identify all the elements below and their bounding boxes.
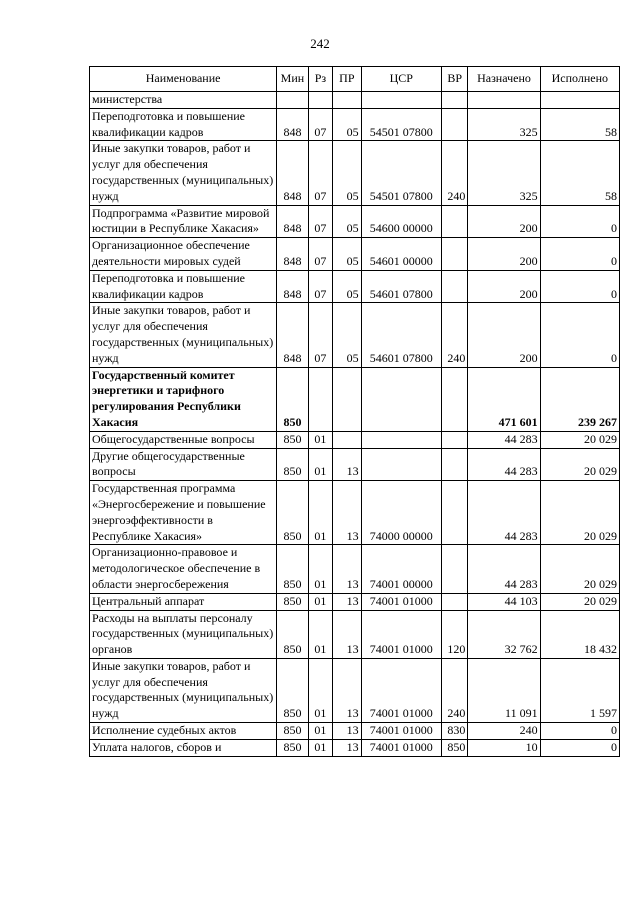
rz-cell: 01	[308, 481, 332, 545]
csr-cell: 54501 07800	[361, 141, 441, 205]
column-rz-header: Рз	[308, 67, 332, 92]
pr-cell: 13	[333, 658, 361, 722]
min-cell: 850	[277, 545, 309, 593]
rz-cell: 07	[308, 205, 332, 238]
name-cell: Иные закупки товаров, работ и услуг для обеспечения государственных (муниципальных) нужд	[90, 141, 277, 205]
pr-cell	[333, 92, 361, 109]
page-number: 242	[310, 36, 330, 51]
assigned-cell: 200	[468, 270, 540, 303]
assigned-cell: 240	[468, 723, 540, 740]
table-row	[90, 610, 620, 658]
assigned-cell: 325	[468, 141, 540, 205]
csr-cell	[361, 367, 441, 431]
column-executed-header: Исполнено	[540, 67, 619, 92]
budget-table	[89, 66, 620, 757]
vr-cell	[441, 108, 467, 141]
assigned-cell: 11 091	[468, 658, 540, 722]
name-cell: Общегосударственные вопросы	[90, 431, 277, 448]
pr-cell: 13	[333, 739, 361, 756]
table-row	[90, 108, 620, 141]
csr-cell: 74001 01000	[361, 658, 441, 722]
vr-cell: 240	[441, 141, 467, 205]
csr-cell: 74000 00000	[361, 481, 441, 545]
executed-cell: 20 029	[540, 431, 619, 448]
executed-cell	[540, 92, 619, 109]
table-row	[90, 658, 620, 722]
executed-cell: 1 597	[540, 658, 619, 722]
name-cell: Переподготовка и повышение квалификации кадров	[90, 270, 277, 303]
assigned-cell: 10	[468, 739, 540, 756]
pr-cell: 05	[333, 108, 361, 141]
vr-cell: 120	[441, 610, 467, 658]
table-row	[90, 238, 620, 271]
assigned-cell: 200	[468, 205, 540, 238]
rz-cell	[308, 92, 332, 109]
vr-cell	[441, 367, 467, 431]
csr-cell: 54601 00000	[361, 238, 441, 271]
assigned-cell: 325	[468, 108, 540, 141]
executed-cell: 0	[540, 739, 619, 756]
pr-cell: 13	[333, 448, 361, 481]
rz-cell: 07	[308, 238, 332, 271]
pr-cell: 13	[333, 545, 361, 593]
executed-cell: 0	[540, 238, 619, 271]
column-name-header: Наименование	[90, 67, 277, 92]
name-cell: Исполнение судебных актов	[90, 723, 277, 740]
min-cell: 850	[277, 610, 309, 658]
table-row	[90, 723, 620, 740]
min-cell: 850	[277, 723, 309, 740]
csr-cell	[361, 431, 441, 448]
vr-cell: 850	[441, 739, 467, 756]
name-cell: Государственная программа «Энергосбережение и повышение энергоэффективности в Республике Хакасия»	[90, 481, 277, 545]
min-cell: 848	[277, 303, 309, 367]
min-cell: 848	[277, 108, 309, 141]
rz-cell	[308, 367, 332, 431]
name-cell: Расходы на выплаты персоналу государственных (муниципальных) органов	[90, 610, 277, 658]
min-cell: 848	[277, 238, 309, 271]
pr-cell: 05	[333, 303, 361, 367]
pr-cell: 05	[333, 238, 361, 271]
table-row	[90, 141, 620, 205]
executed-cell: 239 267	[540, 367, 619, 431]
name-cell: Уплата налогов, сборов и	[90, 739, 277, 756]
assigned-cell: 200	[468, 238, 540, 271]
rz-cell: 01	[308, 593, 332, 610]
vr-cell	[441, 593, 467, 610]
pr-cell	[333, 367, 361, 431]
min-cell: 850	[277, 481, 309, 545]
table-row	[90, 431, 620, 448]
table-row	[90, 367, 620, 431]
name-cell: Подпрограмма «Развитие мировой юстиции в Республике Хакасия»	[90, 205, 277, 238]
csr-cell: 54601 07800	[361, 303, 441, 367]
name-cell: Организационно-правовое и методологическое обеспечение в области энергосбережения	[90, 545, 277, 593]
pr-cell: 13	[333, 610, 361, 658]
rz-cell: 07	[308, 141, 332, 205]
table-row	[90, 593, 620, 610]
table-row	[90, 481, 620, 545]
column-min-header: Мин	[277, 67, 309, 92]
table-row	[90, 448, 620, 481]
min-cell: 848	[277, 141, 309, 205]
rz-cell: 01	[308, 723, 332, 740]
table-row	[90, 92, 620, 109]
executed-cell: 0	[540, 723, 619, 740]
assigned-cell: 44 283	[468, 545, 540, 593]
name-cell: министерства	[90, 92, 277, 109]
rz-cell: 01	[308, 545, 332, 593]
name-cell: Другие общегосударственные вопросы	[90, 448, 277, 481]
pr-cell: 13	[333, 723, 361, 740]
min-cell: 848	[277, 270, 309, 303]
assigned-cell: 200	[468, 303, 540, 367]
executed-cell: 20 029	[540, 481, 619, 545]
vr-cell: 830	[441, 723, 467, 740]
vr-cell	[441, 545, 467, 593]
assigned-cell: 471 601	[468, 367, 540, 431]
vr-cell	[441, 92, 467, 109]
vr-cell	[441, 448, 467, 481]
name-cell: Центральный аппарат	[90, 593, 277, 610]
assigned-cell: 44 283	[468, 431, 540, 448]
rz-cell: 07	[308, 270, 332, 303]
table-row	[90, 205, 620, 238]
pr-cell	[333, 431, 361, 448]
executed-cell: 20 029	[540, 448, 619, 481]
csr-cell: 74001 01000	[361, 723, 441, 740]
executed-cell: 0	[540, 303, 619, 367]
executed-cell: 58	[540, 141, 619, 205]
table-row	[90, 739, 620, 756]
column-csr-header: ЦСР	[361, 67, 441, 92]
executed-cell: 18 432	[540, 610, 619, 658]
csr-cell: 74001 00000	[361, 545, 441, 593]
rz-cell: 07	[308, 108, 332, 141]
rz-cell: 01	[308, 448, 332, 481]
executed-cell: 20 029	[540, 593, 619, 610]
table-body	[90, 92, 620, 757]
vr-cell	[441, 431, 467, 448]
pr-cell: 05	[333, 205, 361, 238]
name-cell: Организационное обеспечение деятельности мировых судей	[90, 238, 277, 271]
name-cell: Государственный комитет энергетики и тарифного регулирования Республики Хакасия	[90, 367, 277, 431]
csr-cell: 54601 07800	[361, 270, 441, 303]
csr-cell: 54600 00000	[361, 205, 441, 238]
executed-cell: 0	[540, 205, 619, 238]
min-cell: 850	[277, 658, 309, 722]
min-cell: 850	[277, 367, 309, 431]
table-row	[90, 303, 620, 367]
table-row	[90, 545, 620, 593]
csr-cell: 54501 07800	[361, 108, 441, 141]
vr-cell	[441, 238, 467, 271]
column-vr-header: ВР	[441, 67, 467, 92]
min-cell	[277, 92, 309, 109]
name-cell: Переподготовка и повышение квалификации кадров	[90, 108, 277, 141]
min-cell: 850	[277, 448, 309, 481]
rz-cell: 01	[308, 431, 332, 448]
min-cell: 850	[277, 593, 309, 610]
pr-cell: 05	[333, 141, 361, 205]
min-cell: 848	[277, 205, 309, 238]
assigned-cell: 44 283	[468, 448, 540, 481]
assigned-cell: 44 283	[468, 481, 540, 545]
min-cell: 850	[277, 739, 309, 756]
column-assigned-header: Назначено	[468, 67, 540, 92]
rz-cell: 07	[308, 303, 332, 367]
executed-cell: 58	[540, 108, 619, 141]
assigned-cell	[468, 92, 540, 109]
vr-cell	[441, 270, 467, 303]
rz-cell: 01	[308, 739, 332, 756]
column-pr-header: ПР	[333, 67, 361, 92]
vr-cell: 240	[441, 303, 467, 367]
executed-cell: 20 029	[540, 545, 619, 593]
pr-cell: 05	[333, 270, 361, 303]
min-cell: 850	[277, 431, 309, 448]
name-cell: Иные закупки товаров, работ и услуг для обеспечения государственных (муниципальных) нужд	[90, 303, 277, 367]
vr-cell	[441, 205, 467, 238]
vr-cell	[441, 481, 467, 545]
csr-cell: 74001 01000	[361, 610, 441, 658]
csr-cell	[361, 448, 441, 481]
pr-cell: 13	[333, 481, 361, 545]
table-header-row	[90, 67, 620, 92]
executed-cell: 0	[540, 270, 619, 303]
rz-cell: 01	[308, 658, 332, 722]
pr-cell: 13	[333, 593, 361, 610]
table-row	[90, 270, 620, 303]
assigned-cell: 32 762	[468, 610, 540, 658]
csr-cell	[361, 92, 441, 109]
name-cell: Иные закупки товаров, работ и услуг для обеспечения государственных (муниципальных) нужд	[90, 658, 277, 722]
rz-cell: 01	[308, 610, 332, 658]
assigned-cell: 44 103	[468, 593, 540, 610]
csr-cell: 74001 01000	[361, 593, 441, 610]
vr-cell: 240	[441, 658, 467, 722]
csr-cell: 74001 01000	[361, 739, 441, 756]
